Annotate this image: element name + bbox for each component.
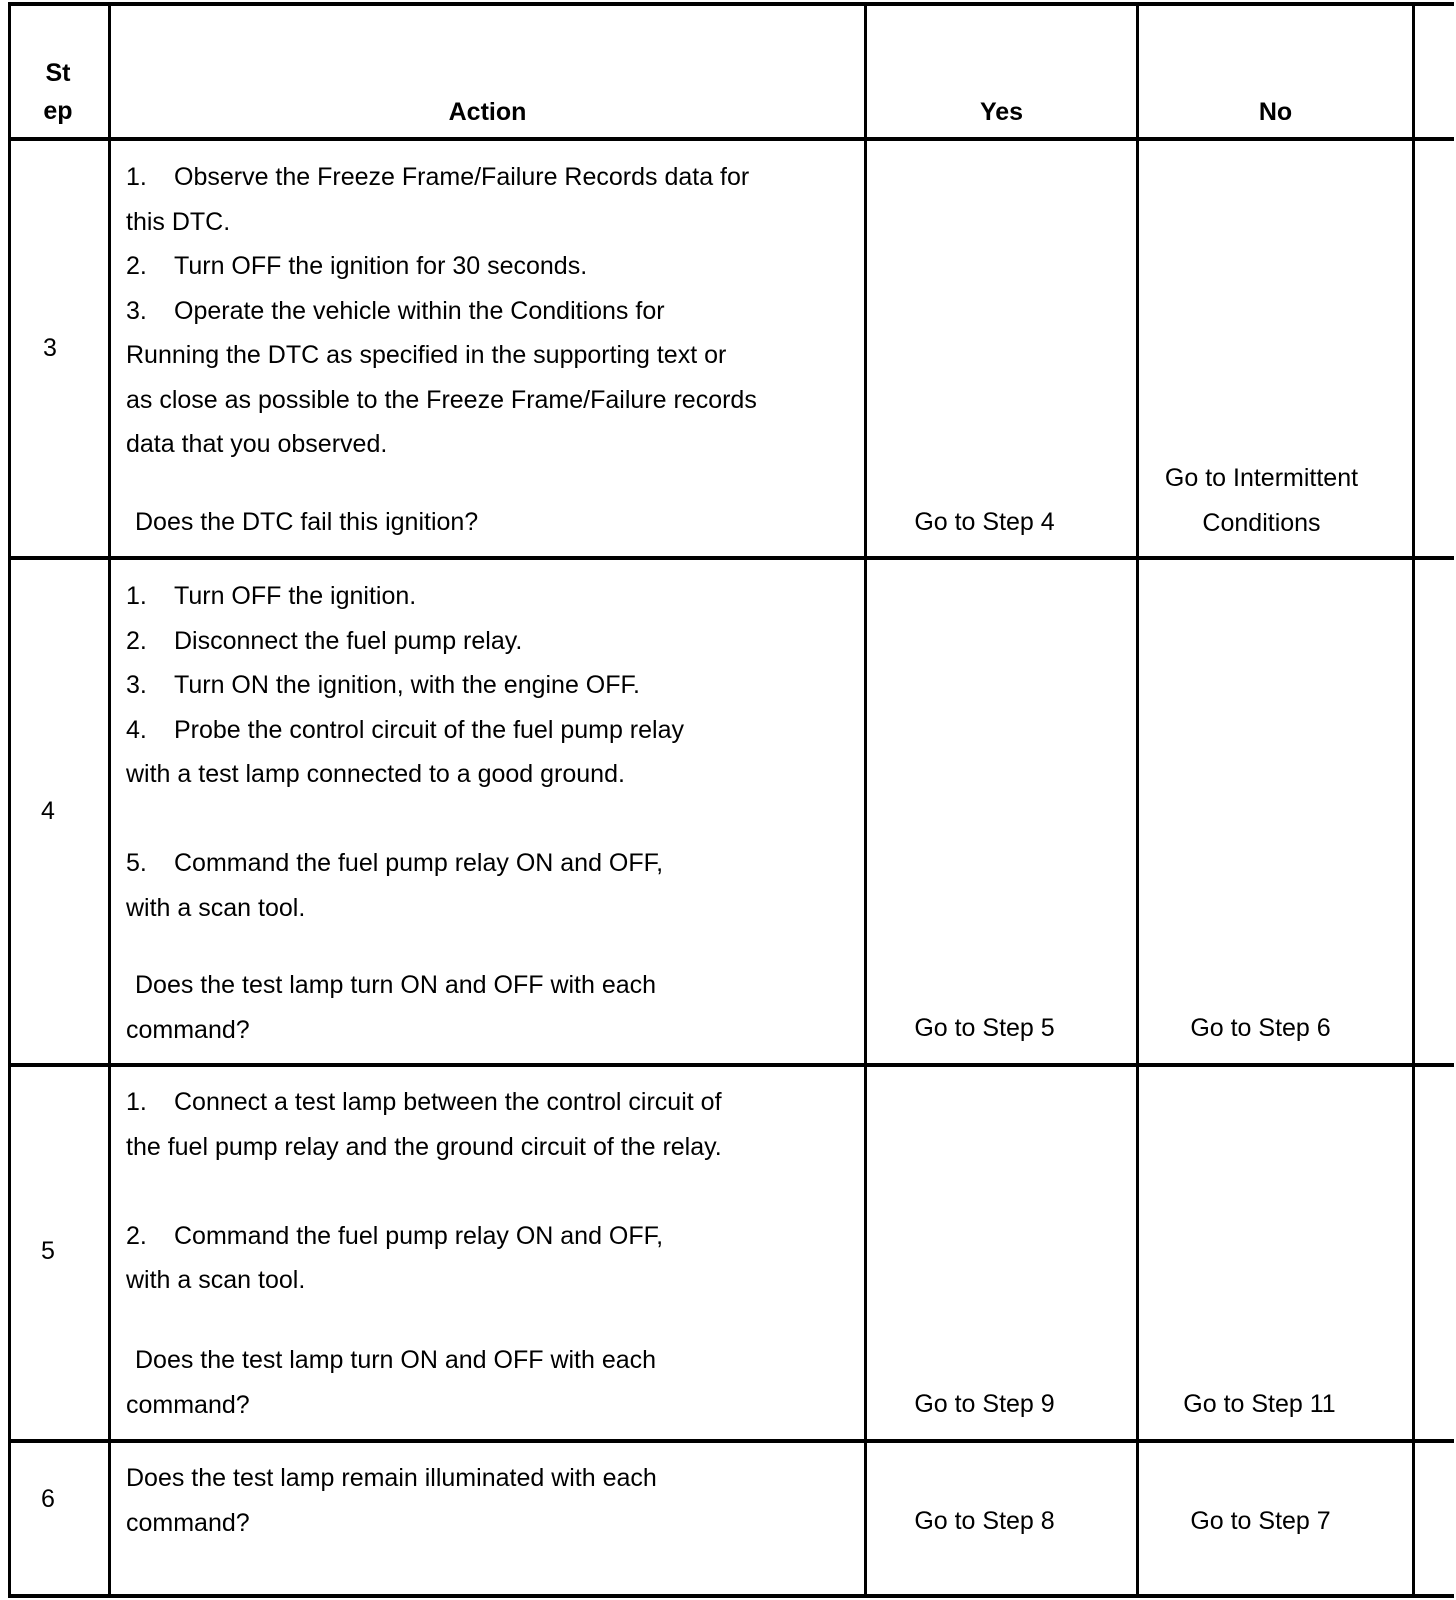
item-text: Disconnect the fuel pump relay. (174, 626, 523, 655)
column-rule (108, 2, 111, 1598)
item-text: Turn OFF the ignition for 30 seconds. (174, 252, 588, 280)
action-line (126, 574, 684, 619)
action-line (126, 1080, 722, 1125)
action-line: with a scan tool. (126, 1266, 306, 1294)
header-rule (8, 137, 1454, 141)
table-border-top (8, 2, 1454, 6)
header-yes: Yes (979, 98, 1024, 126)
item-number: 1. (126, 163, 147, 191)
action-line: data that you observed. (126, 430, 388, 458)
item-number: 3. (126, 296, 147, 325)
row-rule (8, 1439, 1454, 1443)
step-number: 5 (41, 1237, 55, 1265)
table-border-bottom (8, 1594, 1454, 1598)
action-line: with a test lamp connected to a good ground. (126, 760, 625, 788)
action-cell (126, 155, 757, 467)
spacer (126, 1169, 722, 1214)
question-text (126, 963, 656, 1052)
item-number: 2. (126, 1221, 147, 1250)
row-rule (8, 1063, 1454, 1067)
action-line: as close as possible to the Freeze Frame/Failure records (126, 385, 757, 414)
action-line (126, 841, 684, 886)
header-action: Action (448, 98, 527, 126)
action-cell (126, 574, 684, 930)
action-line (126, 663, 684, 708)
yes-result: Go to Step 9 (914, 1390, 1055, 1418)
yes-result: Go to Step 5 (914, 1014, 1055, 1042)
action-line: with a scan tool. (126, 893, 306, 922)
item-text: Connect a test lamp between the control circuit of (174, 1088, 722, 1116)
item-text: Command the fuel pump relay ON and OFF, (174, 1221, 664, 1250)
question-line: Does the test lamp remain illuminated with each (126, 1464, 657, 1492)
no-result: Go to Step 11 (1183, 1390, 1336, 1418)
item-text: Turn OFF the ignition. (174, 582, 417, 610)
no-result: Go to Step 6 (1190, 1014, 1331, 1042)
action-line (126, 1214, 722, 1259)
question-line: command? (126, 1390, 250, 1419)
header-step (8, 54, 108, 130)
action-line: Running the DTC as specified in the supporting text or (126, 341, 727, 369)
action-line: this DTC. (126, 207, 231, 236)
step-number: 3 (43, 334, 57, 362)
action-line (126, 619, 684, 664)
action-line (126, 155, 757, 200)
item-text: Command the fuel pump relay ON and OFF, (174, 849, 664, 877)
action-cell (126, 1080, 722, 1303)
step-number: 6 (41, 1485, 55, 1513)
no-result-line: Conditions (1202, 508, 1321, 537)
header-no: No (1258, 98, 1293, 126)
yes-result: Go to Step 8 (914, 1507, 1055, 1535)
action-line (126, 244, 757, 289)
action-line: the fuel pump relay and the ground circuit of the relay. (126, 1132, 722, 1161)
item-number: 1. (126, 1088, 147, 1116)
yes-result: Go to Step 4 (914, 508, 1055, 536)
action-line (126, 708, 684, 753)
step-number: 4 (41, 797, 55, 825)
no-result: Go to Step 7 (1190, 1507, 1331, 1535)
spacer (126, 797, 684, 842)
table-border-right (1412, 2, 1415, 1598)
item-text: Observe the Freeze Frame/Failure Records data for (174, 163, 750, 191)
action-line (126, 289, 757, 334)
item-text: Probe the control circuit of the fuel pump relay (174, 715, 684, 744)
question-text (126, 1456, 657, 1545)
item-number: 1. (126, 582, 147, 610)
no-result-line: Go to Intermittent (1164, 464, 1359, 492)
row-rule (8, 556, 1454, 560)
question-line: Does the test lamp turn ON and OFF with each (135, 1346, 657, 1374)
header-step-line: St (45, 59, 71, 87)
question-line: Does the test lamp turn ON and OFF with each (135, 971, 657, 999)
question-line: command? (126, 1508, 250, 1537)
item-number: 2. (126, 626, 147, 655)
item-number: 3. (126, 671, 147, 699)
item-text: Operate the vehicle within the Conditions for (174, 296, 665, 325)
question-text: Does the DTC fail this ignition? (135, 508, 479, 536)
column-rule (864, 2, 867, 1598)
item-number: 2. (126, 252, 147, 280)
item-text: Turn ON the ignition, with the engine OFF. (174, 671, 640, 699)
item-number: 4. (126, 715, 147, 744)
question-line: command? (126, 1015, 250, 1044)
item-number: 5. (126, 849, 147, 877)
header-step-line: ep (43, 97, 73, 125)
column-rule (1136, 2, 1139, 1598)
no-result (1139, 456, 1384, 545)
question-text (126, 1338, 656, 1427)
